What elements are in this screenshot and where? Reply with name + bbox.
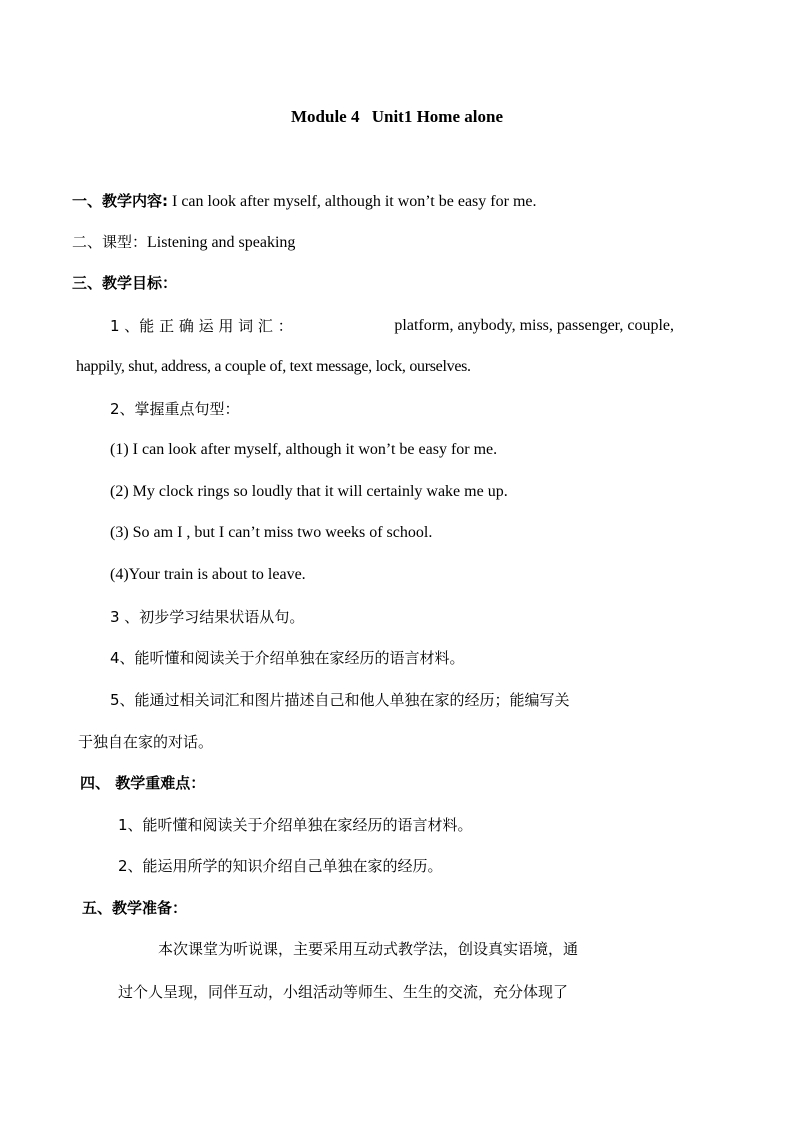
preparation-paragraph-line-1: 本次课堂为听说课，主要采用互动式教学法，创设真实语境，通 — [158, 940, 579, 958]
section-type-label: 二、课型： — [72, 233, 148, 251]
objective-4: 4、能听懂和阅读关于介绍单独在家经历的语言材料。 — [110, 649, 465, 667]
objective-1-label: 1 、能 正 确 运 用 词 汇 ： — [110, 317, 293, 335]
page-title — [0, 107, 794, 127]
objective-1 — [110, 316, 674, 336]
key-point-2: 2、能运用所学的知识介绍自己单独在家的经历。 — [118, 857, 443, 875]
section-content-label: 一、教学内容: — [72, 192, 168, 210]
key-sentence-4: (4)Your train is about to leave. — [110, 566, 306, 583]
section-type — [72, 232, 295, 253]
key-sentence-3: (3) So am I , but I can’t miss two weeks of school. — [110, 524, 433, 541]
objective-1-words: platform, anybody, miss, passenger, couple, — [394, 317, 674, 334]
key-point-1: 1、能听懂和阅读关于介绍单独在家经历的语言材料。 — [118, 816, 473, 834]
objective-5: 5、能通过相关词汇和图片描述自己和他人单独在家的经历；能编写关 — [110, 691, 570, 709]
section-objectives-heading: 三、教学目标： — [72, 274, 178, 292]
objective-5-continued: 于独自在家的对话。 — [78, 733, 214, 751]
objective-2: 2、掌握重点句型： — [110, 400, 240, 418]
module-title: Module 4 — [290, 107, 360, 126]
objective-1-words-continued: happily, shut, address, a couple of, text message, lock, ourselves. — [76, 358, 471, 375]
key-sentence-2: (2) My clock rings so loudly that it will certainly wake me up. — [110, 483, 508, 500]
section-content — [72, 191, 536, 212]
section-content-text: I can look after myself, although it won’t be easy for me. — [172, 193, 537, 210]
section-preparation-heading: 五、教学准备： — [82, 899, 188, 917]
section-type-text: Listening and speaking — [147, 234, 296, 251]
unit-title: Unit1 Home alone — [371, 107, 503, 126]
section-keypoints-heading: 四、 教学重难点： — [80, 774, 206, 792]
key-sentence-1: (1) I can look after myself, although it won’t be easy for me. — [110, 441, 498, 458]
preparation-paragraph-line-2: 过个人呈现，同伴互动，小组活动等师生、生生的交流，充分体现了 — [118, 983, 569, 1001]
objective-3: 3 、初步学习结果状语从句。 — [110, 608, 305, 626]
